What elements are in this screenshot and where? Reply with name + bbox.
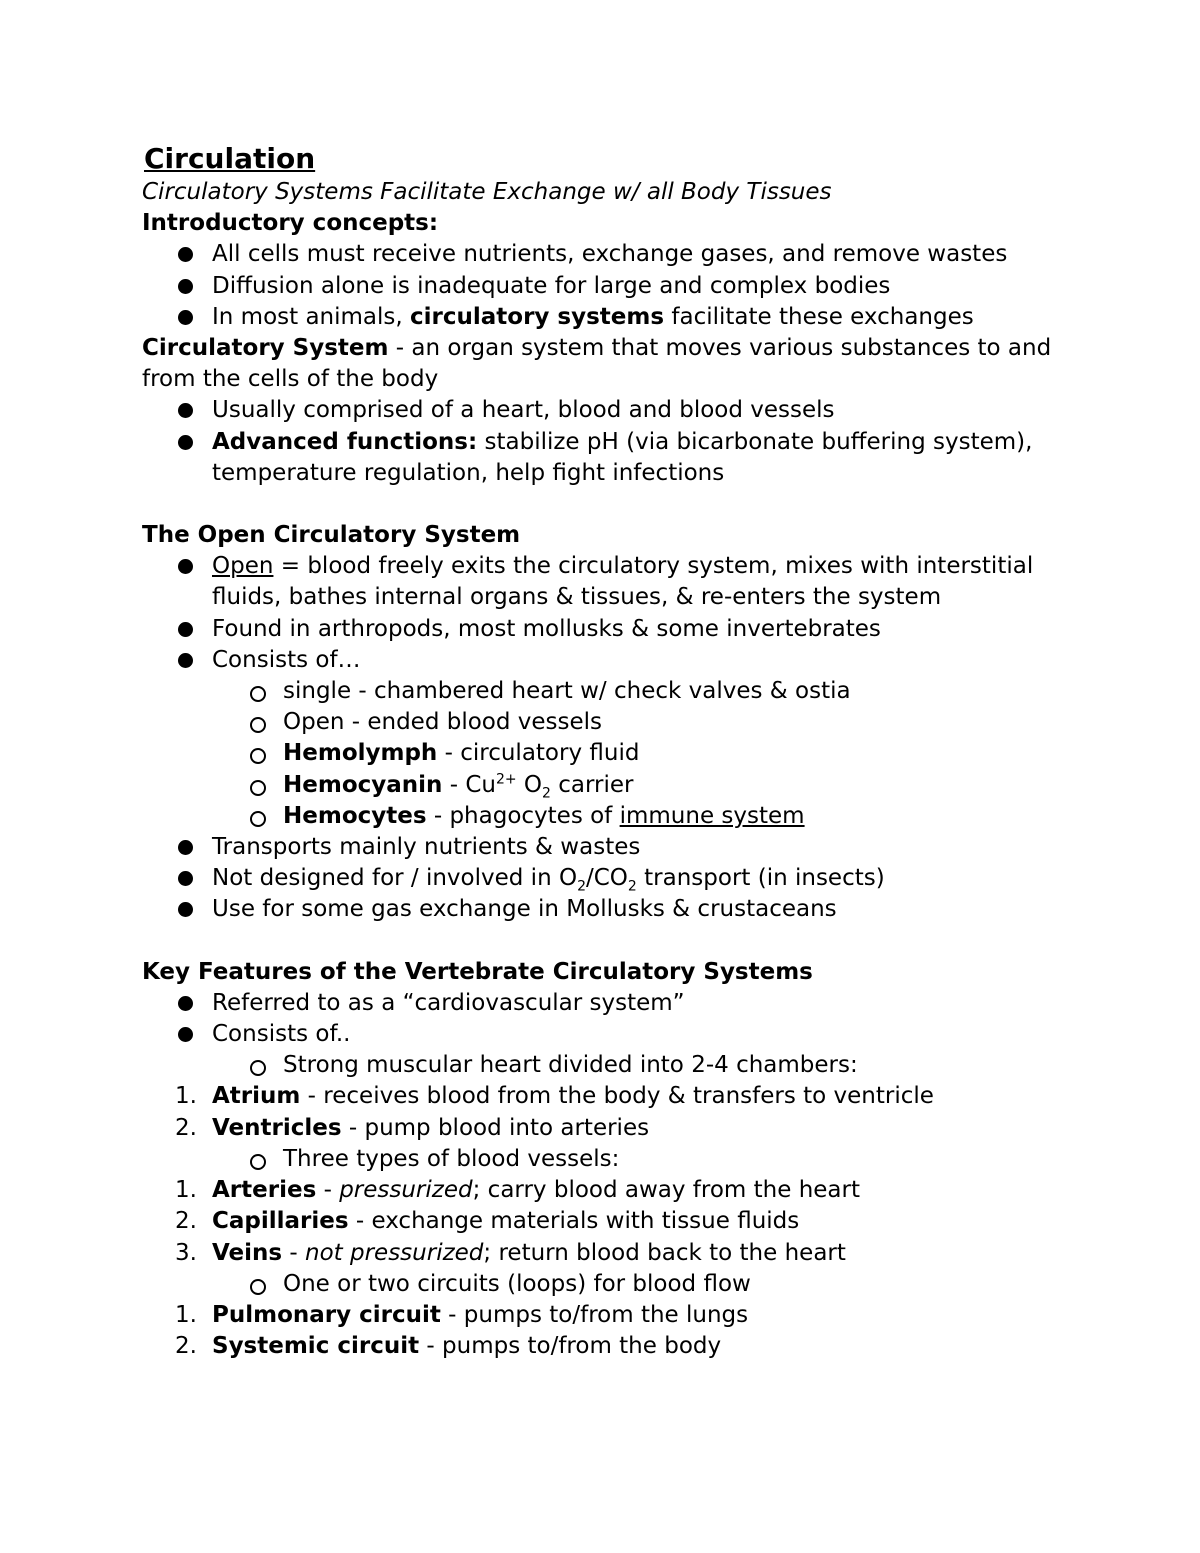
circulatory-system-definition: Circulatory System - an organ system that moves various substances to and from the cells of the body xyxy=(142,335,1052,393)
sub-list-item: Hemolymph - circulatory fluid xyxy=(142,738,1082,769)
numbered-item: 1. Pulmonary circuit - pumps to/from the lungs xyxy=(175,1301,749,1328)
list-item: Advanced functions: stabilize pH (via bicarbonate buffering system), temperature regulation, help fight infections xyxy=(142,427,1082,489)
intro-heading: Introductory concepts: xyxy=(142,210,439,237)
numbered-item: 2. Ventricles - pump blood into arteries xyxy=(175,1114,650,1141)
spacer xyxy=(142,926,1082,957)
list-item: Consists of… xyxy=(142,645,1082,676)
list-item: In most animals, circulatory systems facilitate these exchanges xyxy=(142,302,1082,333)
numbered-item: 2. Capillaries - exchange materials with tissue fluids xyxy=(175,1208,800,1235)
list-item: Referred to as a “cardiovascular system” xyxy=(142,988,1082,1019)
numbered-item: 1. Atrium - receives blood from the body & transfers to ventricle xyxy=(175,1083,934,1110)
sub-list-item: One or two circuits (loops) for blood flow xyxy=(142,1269,1082,1300)
document-content xyxy=(142,141,1082,1362)
list-item: Diffusion alone is inadequate for large and complex bodies xyxy=(142,271,1082,302)
vertebrate-heading: Key Features of the Vertebrate Circulatory Systems xyxy=(142,958,813,985)
numbered-item: 2. Systemic circuit - pumps to/from the body xyxy=(175,1333,722,1360)
list-item: Not designed for / involved in $O_2/CO_2$ transport (in insects) xyxy=(142,863,1082,894)
list-item: Transports mainly nutrients & wastes xyxy=(142,832,1082,863)
sub-list-item: Three types of blood vessels: xyxy=(142,1144,1082,1175)
sub-list-item: single - chambered heart w/ check valves & ostia xyxy=(142,676,1082,707)
list-item: Use for some gas exchange in Mollusks & crustaceans xyxy=(142,894,1082,925)
list-item: Open = blood freely exits the circulatory system, mixes with interstitial fluids, bathes internal organs & tissues, & re-enters the system xyxy=(142,551,1082,613)
list-item: All cells must receive nutrients, exchange gases, and remove wastes xyxy=(142,239,1082,270)
spacer xyxy=(142,489,1082,520)
sub-list-item: Strong muscular heart divided into 2-4 chambers: xyxy=(142,1050,1082,1081)
sub-list-item: Hemocyanin - $Cu^{2+}$ $O_2$ carrier xyxy=(142,770,1082,801)
list-item: Consists of.. xyxy=(142,1019,1082,1050)
numbered-item: 1. Arteries - pressurized; carry blood away from the heart xyxy=(175,1177,860,1204)
page-subtitle: Circulatory Systems Facilitate Exchange w/ all Body Tissues xyxy=(142,179,832,205)
numbered-item: 3. Veins - not pressurized; return blood back to the heart xyxy=(175,1239,846,1266)
sub-list-item: Hemocytes - phagocytes of immune system xyxy=(142,801,1082,832)
sub-list-item: Open - ended blood vessels xyxy=(142,707,1082,738)
page-title: Circulation xyxy=(144,142,316,175)
list-item: Usually comprised of a heart, blood and blood vessels xyxy=(142,395,1082,426)
list-item: Found in arthropods, most mollusks & some invertebrates xyxy=(142,614,1082,645)
open-system-heading: The Open Circulatory System xyxy=(142,522,521,549)
